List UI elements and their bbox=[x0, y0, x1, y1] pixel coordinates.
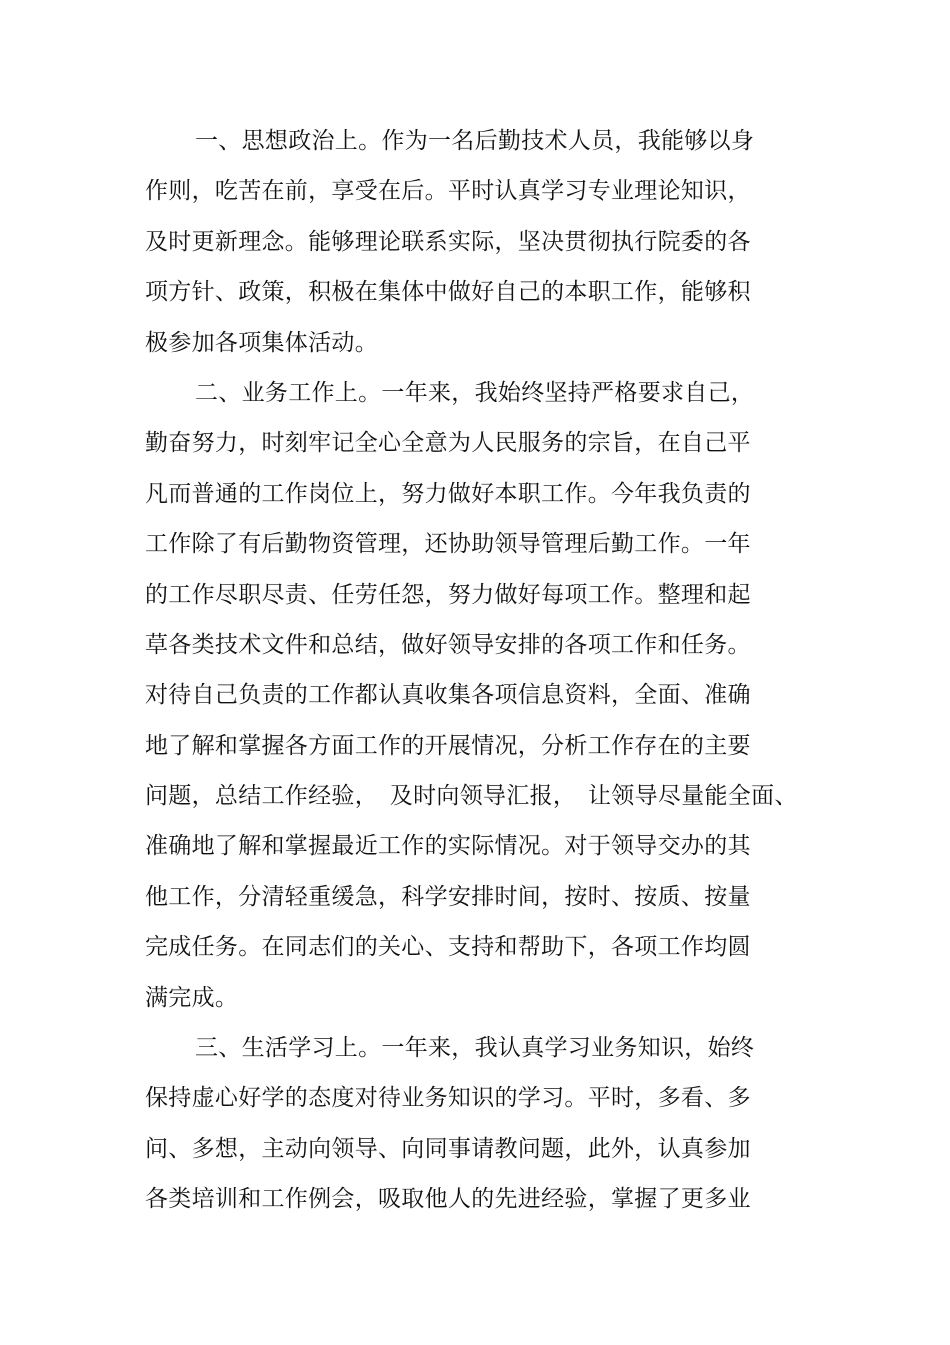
paragraph-1-line-1: 一、思想政治上。作为一名后勤技术人员，我能够以身 bbox=[195, 128, 755, 154]
paragraph-1-line-5: 极参加各项集体活动。 bbox=[145, 329, 378, 356]
paragraph-3-line-1: 三、生活学习上。一年来，我认真学习业务知识，始终 bbox=[195, 1035, 755, 1062]
paragraph-1-line-3: 及时更新理念。能够理论联系实际，坚决贯彻执行院委的各 bbox=[145, 228, 751, 255]
paragraph-2-line-3: 凡而普通的工作岗位上，努力做好本职工作。今年我负责的 bbox=[145, 480, 751, 507]
paragraph-1-line-4: 项方针、政策，积极在集体中做好自己的本职工作，能够积 bbox=[145, 279, 751, 306]
paragraph-2-line-6: 草各类技术文件和总结，做好领导安排的各项工作和任务。 bbox=[145, 631, 751, 658]
body-text bbox=[145, 124, 805, 1233]
paragraph-2-line-4: 工作除了有后勤物资管理，还协助领导管理后勤工作。一年 bbox=[145, 531, 751, 558]
paragraph-2-line-11: 他工作，分清轻重缓急，科学安排时间，按时、按质、按量 bbox=[145, 883, 751, 910]
paragraph-3-line-3: 问、多想，主动向领导、向同事请教问题，此外，认真参加 bbox=[145, 1135, 751, 1162]
paragraph-2-line-12: 完成任务。在同志们的关心、支持和帮助下，各项工作均圆 bbox=[145, 934, 751, 961]
paragraph-3-line-2: 保持虚心好学的态度对待业务知识的学习。平时，多看、多 bbox=[145, 1085, 751, 1112]
paragraph-2-line-7: 对待自己负责的工作都认真收集各项信息资料，全面、准确 bbox=[145, 682, 751, 709]
paragraph-3-line-4: 各类培训和工作例会，吸取他人的先进经验，掌握了更多业 bbox=[145, 1186, 751, 1213]
paragraph-2-line-2: 勤奋努力，时刻牢记全心全意为人民服务的宗旨，在自己平 bbox=[145, 430, 751, 457]
paragraph-2-line-9: 问题，总结工作经验， 及时向领导汇报， 让领导尽量能全面、 bbox=[145, 783, 798, 810]
paragraph-2-line-8: 地了解和掌握各方面工作的开展情况，分析工作存在的主要 bbox=[145, 732, 751, 759]
paragraph-1-line-2: 作则，吃苦在前，享受在后。平时认真学习专业理论知识， bbox=[145, 178, 751, 205]
paragraph-2-line-1: 二、业务工作上。一年来，我始终坚持严格要求自己， bbox=[195, 379, 755, 406]
paragraph-2-line-10: 准确地了解和掌握最近工作的实际情况。对于领导交办的其 bbox=[145, 833, 751, 860]
paragraph-2-line-5: 的工作尽职尽责、任劳任怨，努力做好每项工作。整理和起 bbox=[145, 581, 751, 608]
paragraph-2-line-13: 满完成。 bbox=[145, 984, 239, 1011]
